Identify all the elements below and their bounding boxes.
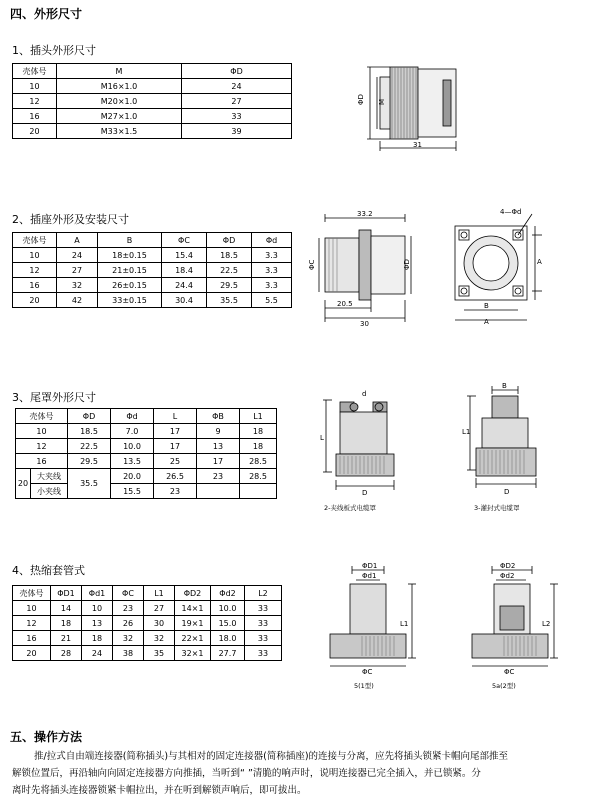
dim-label: ΦD1 (362, 562, 378, 570)
table-header: Φd1 (82, 586, 113, 601)
table-row (16, 454, 277, 469)
table-row (16, 469, 277, 484)
heat-shrink-type2-drawing (460, 560, 560, 692)
cell: 29.5 (207, 278, 252, 293)
cell: 18 (240, 424, 277, 439)
sub4-title: 4、热缩套管式 (12, 564, 85, 577)
cell: 9 (197, 424, 240, 439)
cell: 3.3 (252, 278, 292, 293)
cell: 28.5 (240, 469, 277, 484)
cell: 38 (113, 646, 144, 661)
table-header: ΦD2 (175, 586, 211, 601)
dim-label: Φd2 (500, 572, 515, 580)
cell: 12 (13, 263, 57, 278)
dim-label: ΦC (308, 259, 316, 270)
section-title: 五、操作方法 (10, 730, 83, 744)
table-header: ΦC (162, 233, 207, 248)
table-row (13, 293, 292, 308)
cell: M33×1.5 (57, 124, 182, 139)
cell: 33 (245, 601, 282, 616)
cell: 30.4 (162, 293, 207, 308)
cell: 21±0.15 (98, 263, 162, 278)
paragraph-line: 离时先将插头连接器锁紧卡帽拉出，并在听到解锁声响后，即可拔出。 (12, 785, 307, 796)
tail-cover-table (15, 408, 277, 499)
figure-caption: 5a(2型) (492, 682, 516, 690)
sub3-title: 3、尾罩外形尺寸 (12, 391, 96, 404)
table-row (13, 94, 292, 109)
section-title: 四、外形尺寸 (10, 7, 83, 21)
dim-label: ΦC (362, 668, 373, 676)
cell: 26 (113, 616, 144, 631)
cell: 23 (113, 601, 144, 616)
cell: 16 (13, 278, 57, 293)
cell: 24 (57, 248, 98, 263)
cell: 16 (13, 109, 57, 124)
cell: 18±0.15 (98, 248, 162, 263)
cell: 27 (182, 94, 292, 109)
cell: 17 (197, 454, 240, 469)
cell: 32×1 (175, 646, 211, 661)
cell: 32 (57, 278, 98, 293)
table-header: M (57, 64, 182, 79)
cell: 22.5 (68, 439, 111, 454)
heat-shrink-type1-drawing (318, 560, 418, 692)
cell: 42 (57, 293, 98, 308)
table-header: A (57, 233, 98, 248)
table-header: ΦB (197, 409, 240, 424)
cell: 25 (154, 454, 197, 469)
cell: 12 (16, 439, 68, 454)
cell: 20 (13, 124, 57, 139)
dim-label: L2 (542, 620, 551, 628)
cell: 10 (13, 79, 57, 94)
cell: 20 (16, 469, 31, 499)
clamp-cable-cover-drawing (318, 384, 413, 514)
table-header: L1 (144, 586, 175, 601)
table-header: Φd (111, 409, 154, 424)
table-header: B (98, 233, 162, 248)
cell: 16 (13, 631, 51, 646)
cell: 23 (154, 484, 197, 499)
dim-label: M (378, 98, 386, 105)
figure-caption: 3-灌封式电缆罩 (474, 504, 520, 512)
cell: 27 (57, 263, 98, 278)
table-row (13, 109, 292, 124)
cell: 18 (240, 439, 277, 454)
table-header: 壳体号 (13, 64, 57, 79)
paragraph-line: 推/拉式自由端连接器(简称插头)与其相对的固定连接器(简称插座)的连接与分离，应先将插头锁紧卡帽向尾部推至 (34, 751, 509, 762)
cell: 15.4 (162, 248, 207, 263)
cell: 39 (182, 124, 292, 139)
dim-label: 31 (413, 141, 422, 149)
cell: 26.5 (154, 469, 197, 484)
cell: 3.3 (252, 248, 292, 263)
cell: 15.5 (111, 484, 154, 499)
plug-outline-drawing (355, 55, 475, 155)
cell: 29.5 (68, 454, 111, 469)
cell: 33 (245, 616, 282, 631)
table-row (16, 424, 277, 439)
table-header: 壳体号 (16, 409, 68, 424)
cell: 35 (144, 646, 175, 661)
cell: 15.0 (211, 616, 245, 631)
table-row (13, 124, 292, 139)
table-header: ΦD (207, 233, 252, 248)
cell: M20×1.0 (57, 94, 182, 109)
cell: 33 (245, 631, 282, 646)
dim-label: ΦC (504, 668, 515, 676)
cell: 3.3 (252, 263, 292, 278)
cell: 20.0 (111, 469, 154, 484)
figure-caption: 5(1型) (354, 682, 374, 690)
cell: 10 (82, 601, 113, 616)
cell: 28 (51, 646, 82, 661)
cell: 30 (144, 616, 175, 631)
table-header: ΦD1 (51, 586, 82, 601)
cell: 22.5 (207, 263, 252, 278)
sub2-title: 2、插座外形及安装尺寸 (12, 213, 129, 226)
dim-label: B (502, 382, 507, 390)
table-row (13, 79, 292, 94)
table-row (16, 484, 277, 499)
cell: 18.5 (68, 424, 111, 439)
dim-label: Φd1 (362, 572, 377, 580)
cell: 小夹线 (31, 484, 68, 499)
cell (240, 484, 277, 499)
dim-label: ΦD (357, 94, 365, 105)
receptacle-side-drawing (305, 208, 415, 326)
sub1-title: 1、插头外形尺寸 (12, 44, 96, 57)
table-row (13, 278, 292, 293)
table-header: ΦD (68, 409, 111, 424)
cell: 24.4 (162, 278, 207, 293)
dim-label: D (504, 488, 510, 496)
dim-label: 33.2 (357, 210, 373, 218)
cell: 20 (13, 646, 51, 661)
cell (197, 484, 240, 499)
table-row (13, 263, 292, 278)
cell: 10 (13, 601, 51, 616)
cell: 35.5 (68, 469, 111, 499)
dim-label: L (320, 434, 324, 442)
table-header: ΦC (113, 586, 144, 601)
plug-dimension-table (12, 63, 292, 139)
table-header: L2 (245, 586, 282, 601)
paragraph-line: 解锁位置后，再沿轴向向固定连接器方向推插，当听到“ ”清脆的响声时，说明连接器已完全插入，并已锁紧。分 (12, 768, 481, 779)
cell: 12 (13, 94, 57, 109)
table-row (16, 439, 277, 454)
cell: 10 (16, 424, 68, 439)
table-header: 壳体号 (13, 586, 51, 601)
cell: 26±0.15 (98, 278, 162, 293)
cell: 28.5 (240, 454, 277, 469)
dim-label: L1 (462, 428, 471, 436)
cell: 27 (144, 601, 175, 616)
table-row (13, 616, 282, 631)
dim-label: 30 (360, 320, 369, 326)
heat-shrink-table (12, 585, 282, 661)
cell: 23 (197, 469, 240, 484)
receptacle-front-drawing (440, 206, 550, 326)
figure-caption: 2-夹线板式电缆罩 (324, 504, 376, 512)
cell: 20 (13, 293, 57, 308)
cell: 24 (182, 79, 292, 94)
dim-label: 4—Φd (500, 208, 522, 216)
cell: 35.5 (207, 293, 252, 308)
cell: 18.5 (207, 248, 252, 263)
cell: 33 (245, 646, 282, 661)
cell: M16×1.0 (57, 79, 182, 94)
dim-label: ΦD (403, 259, 411, 270)
cell: 7.0 (111, 424, 154, 439)
table-header: Φd2 (211, 586, 245, 601)
cell: 10 (13, 248, 57, 263)
cell: 18.4 (162, 263, 207, 278)
cell: 大夹线 (31, 469, 68, 484)
cell: 22×1 (175, 631, 211, 646)
cell: 14 (51, 601, 82, 616)
dim-label: A (484, 318, 489, 326)
dim-label: ΦD2 (500, 562, 516, 570)
cell: 17 (154, 439, 197, 454)
cell: 17 (154, 424, 197, 439)
cell: 10.0 (111, 439, 154, 454)
table-row (13, 646, 282, 661)
receptacle-dimension-table (12, 232, 292, 308)
dim-label: L1 (400, 620, 409, 628)
cell: 18.0 (211, 631, 245, 646)
cell: 21 (51, 631, 82, 646)
potted-cable-cover-drawing (462, 380, 562, 514)
cell: 13 (82, 616, 113, 631)
table-row (13, 601, 282, 616)
cell: 27.7 (211, 646, 245, 661)
cell: 14×1 (175, 601, 211, 616)
table-row (13, 631, 282, 646)
table-header: L1 (240, 409, 277, 424)
cell: 5.5 (252, 293, 292, 308)
cell: 13 (197, 439, 240, 454)
cell: 32 (113, 631, 144, 646)
table-header: L (154, 409, 197, 424)
cell: 10.0 (211, 601, 245, 616)
dim-label: B (484, 302, 489, 310)
cell: 18 (82, 631, 113, 646)
cell: 13.5 (111, 454, 154, 469)
cell: M27×1.0 (57, 109, 182, 124)
cell: 12 (13, 616, 51, 631)
cell: 19×1 (175, 616, 211, 631)
cell: 33±0.15 (98, 293, 162, 308)
table-header: 壳体号 (13, 233, 57, 248)
table-header: ΦD (182, 64, 292, 79)
table-row (13, 248, 292, 263)
dim-label: D (362, 489, 368, 497)
table-header: Φd (252, 233, 292, 248)
dim-label: d (362, 390, 367, 398)
dim-label: 20.5 (337, 300, 353, 308)
cell: 33 (182, 109, 292, 124)
cell: 18 (51, 616, 82, 631)
cell: 24 (82, 646, 113, 661)
cell: 16 (16, 454, 68, 469)
cell: 32 (144, 631, 175, 646)
dim-label: A (537, 258, 542, 266)
